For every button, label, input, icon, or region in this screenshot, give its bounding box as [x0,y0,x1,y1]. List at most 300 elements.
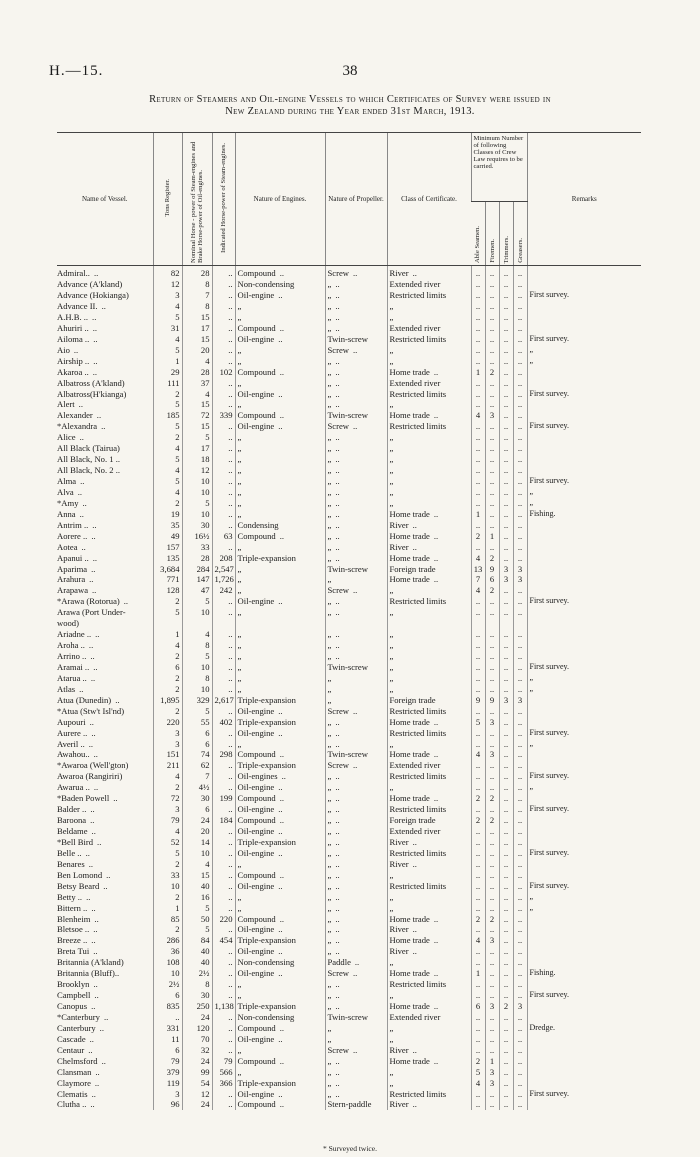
trimmers-cell: .. [499,1045,513,1056]
able-seamen-cell: .. [471,301,485,312]
able-seamen-cell: .. [471,377,485,388]
certificate-cell: Restricted limits [387,848,471,859]
able-seamen-cell: .. [471,388,485,399]
nominal-hp-cell: 12 [182,465,212,476]
table-row [57,334,641,345]
certificate-cell: River .. [387,946,471,957]
certificate-cell: „ [387,443,471,454]
remarks-cell: First survey. [527,804,641,815]
engine-cell: Oil-engine .. [235,334,325,345]
nominal-hp-cell: 6 [182,738,212,749]
certificate-cell: Extended river [387,1012,471,1023]
indicated-hp-cell: 63 [212,531,235,542]
engine-cell: „ [235,902,325,913]
propeller-cell: Twin-screw [325,749,387,760]
tons-cell: 2 [153,432,182,443]
greasers-cell: .. [513,1023,527,1034]
remarks-cell [527,574,641,585]
greasers-cell: .. [513,673,527,684]
tons-cell: 5 [153,345,182,356]
greasers-cell: .. [513,266,527,279]
propeller-cell: „ .. [325,946,387,957]
tons-cell: 185 [153,410,182,421]
table-row [57,266,641,279]
engine-cell: „ [235,684,325,695]
table-row [57,738,641,749]
certificate-cell: „ [387,782,471,793]
engine-cell: „ [235,738,325,749]
tons-cell [153,618,182,629]
tons-cell: 2 [153,684,182,695]
greasers-cell: .. [513,727,527,738]
vessel-name-cell: Beldame .. [57,826,96,837]
remarks-cell [527,432,641,443]
trimmers-cell: .. [499,432,513,443]
firemen-cell: 2 [485,913,499,924]
greasers-cell: .. [513,585,527,596]
remarks-cell [527,1001,641,1012]
engine-cell [235,618,325,629]
able-seamen-cell: 13 [471,563,485,574]
firemen-cell: .. [485,629,499,640]
able-seamen-cell: .. [471,476,485,487]
indicated-hp-cell: 366 [212,1077,235,1088]
indicated-hp-cell: 2,547 [212,563,235,574]
engine-cell: „ [235,345,325,356]
certificate-cell: River .. [387,541,471,552]
firemen-cell: .. [485,760,499,771]
greasers-cell: .. [513,629,527,640]
firemen-cell: .. [485,990,499,1001]
vessel-name-cell: Airship .. .. [57,355,98,366]
able-seamen-cell: .. [471,1045,485,1056]
certificate-cell: Restricted limits [387,334,471,345]
certificate-cell: „ [387,432,471,443]
table-row [57,902,641,913]
remarks-cell: First survey. [527,596,641,607]
certificate-cell: Home trade .. [387,531,471,542]
certificate-cell: „ [387,990,471,1001]
propeller-cell: „ .. [325,804,387,815]
col-greasers-header: Greasers. [513,202,527,266]
remarks-cell [527,563,641,574]
page-number: 38 [342,63,358,79]
able-seamen-cell: .. [471,498,485,509]
remarks-cell [527,312,641,323]
tons-cell: 2 [153,498,182,509]
table-row [57,476,641,487]
trimmers-cell: .. [499,1012,513,1023]
vessel-name-cell: Clansman .. [57,1066,100,1077]
vessel-name-cell: Aotea .. [57,541,86,552]
propeller-cell: „ .. [325,607,387,618]
able-seamen-cell: .. [471,651,485,662]
table-row [57,399,641,410]
propeller-cell: Screw .. [325,968,387,979]
vessel-name-cell: Advance (A'kland) [57,279,123,290]
trimmers-cell: .. [499,541,513,552]
remarks-cell [527,946,641,957]
table-row [57,716,641,727]
engine-cell: „ [235,651,325,662]
nominal-hp-cell: 24 [182,815,212,826]
engine-cell: Non-condensing [235,1012,325,1023]
remarks-cell: Dredge. [527,1023,641,1034]
remarks-cell: First survey. [527,848,641,859]
vessel-name-cell: Cascade .. [57,1033,94,1044]
col-remarks-header: Remarks [527,133,641,266]
tons-cell: 2 [153,706,182,717]
nominal-hp-cell: 16 [182,891,212,902]
firemen-cell: .. [485,1088,499,1099]
nominal-hp-cell: 5 [182,432,212,443]
greasers-cell: .. [513,345,527,356]
table-row [57,1077,641,1088]
vessel-name-cell: Advance II. .. [57,301,106,312]
col-tons-header: Tons Register. [153,133,182,266]
table-row [57,684,641,695]
greasers-cell: .. [513,815,527,826]
nominal-hp-cell: 10 [182,509,212,520]
trimmers-cell: .. [499,454,513,465]
col-certificate-header: Class of Certificate. [387,133,471,266]
propeller-cell: „ .. [325,990,387,1001]
table-row [57,848,641,859]
indicated-hp-cell: 2,617 [212,695,235,706]
remarks-cell [527,531,641,542]
greasers-cell: .. [513,596,527,607]
propeller-cell: „ .. [325,301,387,312]
propeller-cell: „ .. [325,1056,387,1067]
tons-cell: 4 [153,826,182,837]
trimmers-cell: .. [499,366,513,377]
able-seamen-cell: .. [471,323,485,334]
tons-cell: 5 [153,454,182,465]
propeller-cell: Screw .. [325,345,387,356]
table-row [57,1099,641,1110]
remarks-cell: First survey. [527,290,641,301]
certificate-cell: „ [387,891,471,902]
propeller-cell: Screw .. [325,706,387,717]
propeller-cell: „ .. [325,793,387,804]
tons-cell: 3 [153,1088,182,1099]
table-row [57,279,641,290]
tons-cell: 49 [153,531,182,542]
engine-cell: Compound .. [235,1023,325,1034]
vessel-name-cell: Claymore .. [57,1077,100,1088]
trimmers-cell: 3 [499,695,513,706]
remarks-cell [527,552,641,563]
vessel-name-cell: Anna .. [57,508,84,519]
firemen-cell: .. [485,301,499,312]
certificate-cell: „ [387,585,471,596]
greasers-cell: .. [513,552,527,563]
able-seamen-cell: .. [471,673,485,684]
table-row [57,782,641,793]
engine-cell: „ [235,585,325,596]
able-seamen-cell: .. [471,662,485,673]
nominal-hp-cell: 40 [182,881,212,892]
table-row [57,968,641,979]
trimmers-cell: .. [499,443,513,454]
table-row [57,924,641,935]
vessel-name-cell: Britannia (Bluff).. [57,968,120,979]
vessel-name-cell: Brooklyn .. [57,979,98,990]
able-seamen-cell: .. [471,957,485,968]
indicated-hp-cell: 184 [212,815,235,826]
vessel-name-cell: Averil .. .. [57,738,94,749]
firemen-cell: .. [485,312,499,323]
greasers-cell: .. [513,1034,527,1045]
table-row [57,498,641,509]
certificate-cell: Restricted limits [387,596,471,607]
nominal-hp-cell: 84 [182,935,212,946]
certificate-cell: „ [387,684,471,695]
table-row [57,706,641,717]
indicated-hp-cell: .. [212,345,235,356]
remarks-cell [527,279,641,290]
engine-cell: Triple-expansion [235,935,325,946]
greasers-cell: .. [513,968,527,979]
engine-cell: Compound .. [235,1056,325,1067]
greasers-cell: .. [513,366,527,377]
able-seamen-cell: .. [471,1088,485,1099]
table-row [57,465,641,476]
nominal-hp-cell: 5 [182,924,212,935]
able-seamen-cell: .. [471,990,485,1001]
propeller-cell: „ .. [325,924,387,935]
indicated-hp-cell: .. [212,607,235,618]
indicated-hp-cell: .. [212,837,235,848]
firemen-cell: .. [485,804,499,815]
trimmers-cell: 3 [499,563,513,574]
tons-cell: 2 [153,596,182,607]
col-crew-group-header: Minimum Number of following Classes of Crew Law requires to be carried. [471,133,527,202]
remarks-cell [527,520,641,531]
nominal-hp-cell: 17 [182,443,212,454]
certificate-cell: Extended river [387,323,471,334]
certificate-cell: Home trade .. [387,1001,471,1012]
engine-cell: „ [235,356,325,367]
able-seamen-cell: 4 [471,935,485,946]
nominal-hp-cell: 30 [182,520,212,531]
engine-cell: Triple-expansion [235,760,325,771]
indicated-hp-cell: .. [212,377,235,388]
remarks-cell [527,749,641,760]
nominal-hp-cell: 4 [182,629,212,640]
greasers-cell: .. [513,924,527,935]
table-row [57,629,641,640]
table-row [57,1034,641,1045]
nominal-hp-cell: 5 [182,498,212,509]
table-row [57,815,641,826]
propeller-cell: „ .. [325,738,387,749]
propeller-cell: „ .. [325,356,387,367]
tons-cell: 72 [153,793,182,804]
trimmers-cell: .. [499,815,513,826]
firemen-cell: 3 [485,749,499,760]
able-seamen-cell: .. [471,760,485,771]
indicated-hp-cell: .. [212,541,235,552]
nominal-hp-cell: 8 [182,979,212,990]
vessel-name-cell: Atua (Dunedin) .. [57,694,120,705]
remarks-cell: First survey. [527,1088,641,1099]
remarks-cell: First survey. [527,421,641,432]
indicated-hp-cell: .. [212,979,235,990]
indicated-hp-cell: .. [212,771,235,782]
engine-cell: Triple-expansion [235,837,325,848]
remarks-cell: First survey. [527,881,641,892]
greasers-cell: .. [513,859,527,870]
indicated-hp-cell: .. [212,673,235,684]
certificate-cell: Home trade .. [387,935,471,946]
vessel-name-cell: Albatross (A'kland) [57,377,125,388]
indicated-hp-cell: .. [212,804,235,815]
firemen-cell: .. [485,640,499,651]
propeller-cell: „ .. [325,432,387,443]
engine-cell: „ [235,574,325,585]
vessel-name-cell: Breta Tui .. [57,946,98,957]
remarks-cell: First survey. [527,476,641,487]
greasers-cell [513,618,527,629]
firemen-cell: 3 [485,935,499,946]
page-header [49,63,651,79]
engine-cell: Oil-engine .. [235,290,325,301]
nominal-hp-cell: 10 [182,662,212,673]
footnote: * Surveyed twice. [323,1144,377,1153]
remarks-cell [527,443,641,454]
table-row [57,749,641,760]
engine-cell: „ [235,498,325,509]
indicated-hp-cell: .. [212,1012,235,1023]
propeller-cell: „ [325,695,387,706]
tons-cell: 3 [153,804,182,815]
tons-cell: 6 [153,990,182,1001]
propeller-cell: „ .. [325,979,387,990]
nominal-hp-cell: 28 [182,366,212,377]
vessel-name-cell: Aurere .. .. [57,727,96,738]
trimmers-cell: .. [499,870,513,881]
indicated-hp-cell: .. [212,388,235,399]
able-seamen-cell: 1 [471,366,485,377]
propeller-cell: „ .. [325,1088,387,1099]
indicated-hp-cell: .. [212,891,235,902]
nominal-hp-cell: 20 [182,826,212,837]
nominal-hp-cell: 8 [182,279,212,290]
propeller-cell: „ .. [325,487,387,498]
greasers-cell: .. [513,443,527,454]
table-row [57,607,641,618]
remarks-cell [527,607,641,618]
trimmers-cell: .. [499,935,513,946]
firemen-cell: .. [485,826,499,837]
indicated-hp-cell: 208 [212,552,235,563]
trimmers-cell: .. [499,377,513,388]
vessel-name-cell: Centaur .. [57,1044,93,1055]
indicated-hp-cell: .. [212,662,235,673]
certificate-cell: „ [387,345,471,356]
remarks-cell [527,979,641,990]
vessel-name-cell: Baroona .. [57,815,95,826]
nominal-hp-cell: 24 [182,1099,212,1110]
remarks-cell [527,1056,641,1067]
firemen-cell: .. [485,596,499,607]
firemen-cell: .. [485,968,499,979]
propeller-cell: „ .. [325,323,387,334]
propeller-cell: „ .. [325,1001,387,1012]
able-seamen-cell: .. [471,443,485,454]
vessel-name-cell: Alexander .. [57,410,102,421]
engine-cell: Condensing [235,520,325,531]
certificate-cell: Home trade .. [387,716,471,727]
propeller-cell: „ .. [325,476,387,487]
vessel-name-cell: Ben Lomond .. [57,869,111,880]
firemen-cell: .. [485,924,499,935]
nominal-hp-cell: 17 [182,323,212,334]
indicated-hp-cell: .. [212,946,235,957]
able-seamen-cell: .. [471,859,485,870]
indicated-hp-cell: .. [212,968,235,979]
tons-cell: 79 [153,1056,182,1067]
able-seamen-cell: .. [471,640,485,651]
firemen-cell: .. [485,1034,499,1045]
remarks-cell [527,618,641,629]
tons-cell: 5 [153,607,182,618]
table-row [57,345,641,356]
indicated-hp-cell: .. [212,399,235,410]
nominal-hp-cell: 10 [182,848,212,859]
trimmers-cell: .. [499,487,513,498]
nominal-hp-cell: 28 [182,552,212,563]
indicated-hp-cell: .. [212,596,235,607]
remarks-cell [527,1099,641,1110]
indicated-hp-cell: 242 [212,585,235,596]
firemen-cell: .. [485,266,499,279]
tons-cell: 31 [153,323,182,334]
propeller-cell: „ .. [325,552,387,563]
engine-cell: „ [235,629,325,640]
tons-cell: 33 [153,870,182,881]
tons-cell: 6 [153,1045,182,1056]
engine-cell: „ [235,891,325,902]
certificate-cell: Home trade .. [387,968,471,979]
remarks-cell [527,1034,641,1045]
table-row [57,913,641,924]
able-seamen-cell: .. [471,520,485,531]
tons-cell: 4 [153,301,182,312]
nominal-hp-cell: 40 [182,957,212,968]
greasers-cell: .. [513,716,527,727]
tons-cell: 2½ [153,979,182,990]
able-seamen-cell: 2 [471,815,485,826]
remarks-cell [527,399,641,410]
able-seamen-cell: .. [471,596,485,607]
firemen-cell: .. [485,388,499,399]
propeller-cell: „ .. [325,520,387,531]
engine-cell: „ [235,312,325,323]
certificate-cell [387,618,471,629]
certificate-cell: Restricted limits [387,706,471,717]
table-row [57,881,641,892]
table-row [57,312,641,323]
able-seamen-cell: .. [471,279,485,290]
greasers-cell: .. [513,1088,527,1099]
able-seamen-cell: .. [471,399,485,410]
nominal-hp-cell: 8 [182,301,212,312]
engine-cell: „ [235,662,325,673]
trimmers-cell: .. [499,727,513,738]
nominal-hp-cell: 4 [182,859,212,870]
